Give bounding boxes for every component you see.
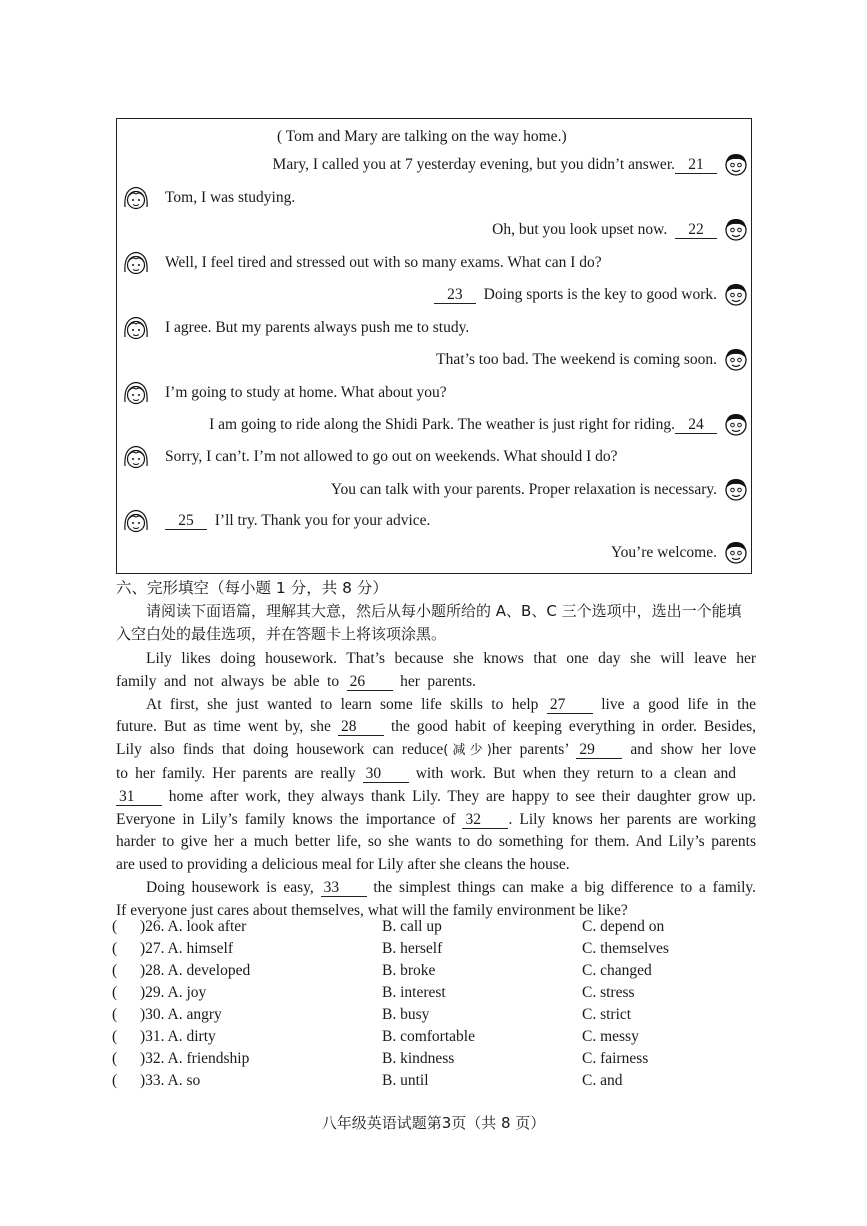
dialogue-line-tom: [209, 415, 717, 435]
option-c[interactable]: C. changed: [582, 962, 652, 979]
option-a[interactable]: )30. A. angry: [140, 1006, 222, 1023]
question-row: ( )28. A. developed B. broke C. changed: [112, 962, 652, 979]
dialogue-box: [116, 118, 752, 574]
option-c[interactable]: C. and: [582, 1072, 623, 1089]
blank-31: 31: [116, 789, 162, 806]
question-row: ( )32. A. friendship B. kindness C. fairness: [112, 1050, 649, 1067]
page-footer: 八年级英语试题第3页（共 8 页）: [321, 1114, 546, 1132]
option-c[interactable]: C. messy: [582, 1028, 639, 1045]
dialogue-line-mary: [165, 511, 430, 531]
line-text: Tom, I was studying.: [165, 189, 296, 206]
option-c[interactable]: C. fairness: [582, 1050, 649, 1067]
passage-line: At first, she just wanted to learn some life skills to help 27 live a good life in the: [146, 695, 757, 713]
option-a[interactable]: )32. A. friendship: [140, 1050, 250, 1067]
boy-face-icon: [723, 346, 749, 372]
option-b[interactable]: B. call up: [382, 918, 442, 935]
blank-32: 32: [462, 812, 508, 829]
dialogue-line-tom: [434, 285, 717, 305]
boy-face-icon: [723, 476, 749, 502]
girl-face-icon: [123, 250, 149, 276]
option-b[interactable]: B. until: [382, 1072, 429, 1089]
dialogue-line-tom: [331, 480, 717, 500]
girl-face-icon: [123, 315, 149, 341]
answer-options: [112, 918, 772, 1094]
girl-face-icon: [123, 185, 149, 211]
blank-29: 29: [576, 742, 622, 759]
line-text: I’ll try. Thank you for your advice.: [214, 512, 431, 529]
line-text: I agree. But my parents always push me to study.: [165, 319, 470, 336]
blank-28: 28: [338, 719, 384, 736]
dialogue-line-mary: [165, 188, 295, 208]
boy-face-icon: [723, 411, 749, 437]
dialogue-line-tom: [611, 543, 717, 563]
passage-line: 31 home after work, they always thank Lily. They are happy to see their daughter grow up.: [116, 786, 756, 809]
blank-23: 23: [434, 287, 476, 304]
dialogue-line-mary: [165, 447, 618, 467]
dialogue-line-tom: [436, 350, 717, 370]
girl-face-icon: [123, 508, 149, 534]
passage-line: family and not always be able to 26 her parents.: [116, 672, 476, 690]
dialogue-line-tom: [492, 220, 717, 240]
question-row: ( )33. A. so B. until C. and: [112, 1072, 623, 1089]
option-a[interactable]: )26. A. look after: [140, 918, 247, 935]
option-a[interactable]: )29. A. joy: [140, 984, 207, 1001]
section-instructions: 请阅读下面语篇，理解其大意，然后从每小题所给的 A、B、C 三个选项中，选出一个能填入空白处的最佳选项，并在答题卡上将该项涂黑。: [116, 602, 742, 643]
line-text: Well, I feel tired and stressed out with so many exams. What can I do?: [165, 254, 602, 271]
line-text: Mary, I called you at 7 yesterday evening, but you didn’t answer.: [272, 156, 675, 173]
option-a[interactable]: )33. A. so: [140, 1072, 201, 1089]
line-text: I am going to ride along the Shidi Park. The weather is just right for riding.: [209, 416, 675, 433]
passage-line: future. But as time went by, she 28 the good habit of keeping everything in order. Besides,: [116, 718, 757, 736]
option-a[interactable]: )28. A. developed: [140, 962, 251, 979]
line-text: Oh, but you look upset now.: [492, 221, 668, 238]
passage-line: Doing housework is easy, 33 the simplest things can make a big difference to a family.: [146, 878, 757, 896]
option-b[interactable]: B. comfortable: [382, 1028, 475, 1045]
question-row: ( )26. A. look after B. call up C. depend on: [112, 918, 665, 935]
option-c[interactable]: C. depend on: [582, 918, 665, 935]
option-b[interactable]: B. kindness: [382, 1050, 455, 1067]
line-text: Sorry, I can’t. I’m not allowed to go out on weekends. What should I do?: [165, 448, 618, 465]
question-row: ( )31. A. dirty B. comfortable C. messy: [112, 1028, 639, 1045]
boy-face-icon: [723, 281, 749, 307]
blank-33: 33: [321, 880, 367, 897]
option-b[interactable]: B. busy: [382, 1006, 430, 1023]
blank-22: 22: [675, 222, 717, 239]
passage-line: Everyone in Lily’s family knows the importance of 32 . Lily knows her parents are working: [116, 810, 757, 828]
passage-line: If everyone just cares about themselves, what will the family environment be like?: [116, 901, 628, 919]
option-b[interactable]: B. interest: [382, 984, 446, 1001]
question-row: ( )27. A. himself B. herself C. themselves: [112, 940, 669, 957]
boy-face-icon: [723, 151, 749, 177]
girl-face-icon: [123, 444, 149, 470]
boy-face-icon: [723, 216, 749, 242]
line-text: Doing sports is the key to good work.: [483, 286, 717, 303]
blank-30: 30: [363, 766, 409, 783]
line-text: I’m going to study at home. What about you?: [165, 384, 447, 401]
option-c[interactable]: C. strict: [582, 1006, 632, 1023]
passage-line: Lily also finds that doing housework can reduce(减少)her parents’ 29 and show her love: [116, 741, 756, 759]
blank-24: 24: [675, 417, 717, 434]
passage-line: Lily likes doing housework. That’s because she knows that one day she will leave her: [146, 650, 756, 667]
option-b[interactable]: B. herself: [382, 940, 443, 957]
cloze-passage: [116, 648, 756, 923]
line-text: You can talk with your parents. Proper relaxation is necessary.: [330, 481, 717, 498]
option-b[interactable]: B. broke: [382, 962, 436, 979]
passage-line: to her family. Her parents are really 30 with work. But when they return to a clean and: [116, 764, 737, 782]
option-a[interactable]: )27. A. himself: [140, 940, 233, 957]
dialogue-intro: ( Tom and Mary are talking on the way home.): [277, 128, 567, 145]
passage-line: harder to give her a much better life, so she wants to do something for them. And Lily’s parents: [116, 833, 756, 851]
passage-line: are used to providing a delicious meal for Lily after she cleans the house.: [116, 856, 570, 874]
girl-face-icon: [123, 380, 149, 406]
line-text: You’re welcome.: [610, 544, 717, 561]
dialogue-line-mary: [165, 253, 602, 273]
option-c[interactable]: C. themselves: [582, 940, 669, 957]
dialogue-line-mary: [165, 383, 447, 403]
blank-21: 21: [675, 157, 717, 174]
question-row: ( )30. A. angry B. busy C. strict: [112, 1006, 632, 1023]
blank-26: 26: [347, 674, 393, 691]
blank-25: 25: [165, 513, 207, 530]
section-title: 六、完形填空（每小题 1 分，共 8 分）: [116, 579, 388, 597]
option-a[interactable]: )31. A. dirty: [140, 1028, 216, 1045]
line-text: That’s too bad. The weekend is coming soon.: [436, 351, 717, 368]
blank-27: 27: [547, 697, 593, 714]
dialogue-line-mary: [165, 318, 469, 338]
question-row: ( )29. A. joy B. interest C. stress: [112, 984, 635, 1001]
option-c[interactable]: C. stress: [582, 984, 635, 1001]
dialogue-line-tom: [273, 155, 717, 175]
boy-face-icon: [723, 539, 749, 565]
